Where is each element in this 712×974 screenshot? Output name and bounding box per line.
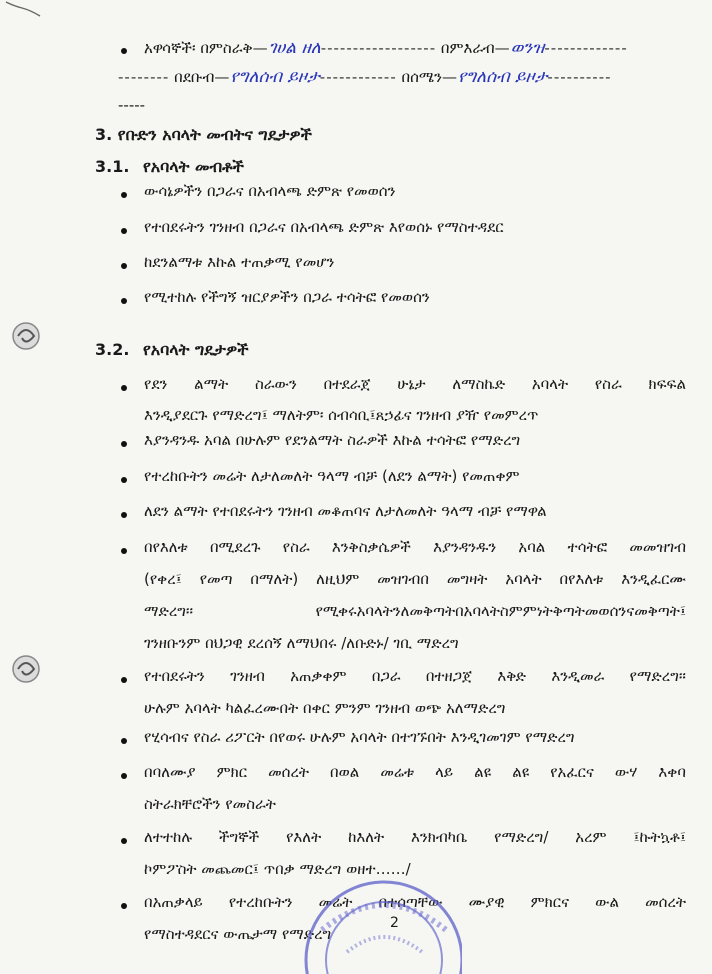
word: በአጠቃላይ	[144, 893, 203, 911]
word: የእለት	[286, 828, 322, 846]
binder-clip-icon	[8, 651, 44, 687]
list-item: ውሳኔዎችን በጋራና በአብላጫ ድምጽ የመወሰን	[144, 182, 396, 200]
word: የተበደሩትን	[144, 667, 205, 685]
word: በሚደረጉ	[209, 538, 261, 556]
list-item: ለደን ልማት የተበደሩትን ገንዘብ መቆጠባና ለታለመለት ዓላማ ብቻ የማዋል	[144, 502, 547, 520]
bullet	[121, 903, 127, 909]
list-item-continuation: ስትራክቸሮችን የመስራት	[144, 795, 276, 813]
word: መግዛት	[446, 570, 488, 588]
word: የስራ	[282, 538, 310, 556]
justified-line	[144, 538, 686, 556]
page-number: 2	[390, 915, 399, 931]
word: ተሳትፎ	[567, 538, 608, 556]
section-3-heading	[95, 125, 312, 145]
word: በጋራ	[371, 667, 401, 685]
word: ምክር	[216, 763, 248, 781]
word: ልማት	[194, 375, 229, 393]
bullet	[121, 738, 127, 744]
bullet	[121, 441, 127, 447]
word: በየእለቱ	[559, 570, 604, 588]
word: እንክብካቤ	[411, 828, 468, 846]
word: ገንዘብ	[230, 667, 265, 685]
boundaries-line-1: አዋሳኞች፡ በምስራቅ—ገሀል ዘለ------------------ በምእራብ—ወንዝ-------------	[144, 38, 628, 58]
word: መዝገብበ	[377, 570, 429, 588]
word: ውል	[595, 893, 620, 911]
word: ልዩ	[474, 763, 492, 781]
official-stamp-seal	[292, 860, 462, 974]
word: በየእለቱ	[144, 538, 188, 556]
word: ለዚህም	[316, 570, 360, 588]
bullet	[121, 512, 127, 518]
word: በተሰጣቸው	[378, 893, 443, 911]
word: የአፈርና	[550, 763, 594, 781]
word: እንዲፈርሙ	[621, 570, 686, 588]
list-item-continuation: የማስተዳደርና ውጤታማ የማድረግ	[144, 925, 332, 943]
east-value: ገሀል ዘለ	[268, 38, 321, 58]
north-label: በሰሜን	[401, 68, 442, 86]
list-item: የተረከቡትን መሬት ለታለመለት ዓላማ ብቻ (ለደን ልማት) የመጠቀም	[144, 467, 520, 485]
bullet	[121, 677, 127, 683]
section-number: 3.1.	[95, 157, 130, 176]
word: የመጣ	[199, 570, 233, 588]
justified-line	[144, 375, 686, 393]
word: መመዝገብ	[629, 538, 686, 556]
word: (የቀረ፤	[144, 570, 182, 588]
east-label: በምስራቅ	[200, 39, 253, 57]
corner-pen-mark	[4, 0, 44, 20]
word: ለተተከሉ	[144, 828, 193, 846]
word: በባለሙያ	[144, 763, 196, 781]
word: ፤ኩትኳቶ፤	[633, 828, 686, 846]
section-number: 3.	[95, 125, 113, 144]
bullet	[121, 548, 127, 554]
word: አባል	[518, 538, 546, 556]
section-title: የቡድን አባላት መብትና ግዴታዎች	[117, 125, 312, 144]
word: እያንዳንዱን	[433, 538, 497, 556]
word: በወል	[330, 763, 360, 781]
word: የስራ	[594, 375, 622, 393]
word: የተረከቡትን	[228, 893, 293, 911]
north-value: የግለሰብ ይዞታ	[458, 67, 548, 87]
justified-line	[144, 828, 686, 846]
word: መሬቱ	[380, 763, 415, 781]
word: መሰረት	[645, 893, 686, 911]
bullet	[121, 385, 127, 391]
section-3-2-heading	[95, 340, 249, 360]
justified-line	[144, 570, 686, 588]
bullet	[121, 192, 127, 198]
list-item: እያንዳንዱ አባል በሁሉም የደንልማት ስራዎች እኩል ተሳትፎ የማድረግ	[144, 431, 521, 449]
word: አረም	[575, 828, 607, 846]
word: ምክርና	[530, 893, 570, 911]
section-3-1-heading	[95, 157, 244, 177]
word: እንቅስቃሴዎች	[331, 538, 411, 556]
word: ስራውን	[254, 375, 297, 393]
word: ማድረግ፡፡	[144, 602, 193, 620]
word: በተደራጀ	[323, 375, 371, 393]
word: መሬት	[318, 893, 353, 911]
word: የማድረግ/	[494, 828, 549, 846]
list-item-continuation: ኮምፖስት መጨመር፤ ጥበቃ ማድረግ ወዘተ……/	[144, 860, 411, 878]
list-item-continuation: ገንዘቡንም በህጋዊ ደረሰኝ ለማህበሩ /ለቡድኑ/ ገቢ ማድረግ	[144, 634, 459, 652]
word: ሁኔታ	[397, 375, 426, 393]
word: ክፍፍል	[648, 375, 686, 393]
word: ላይ	[435, 763, 454, 781]
bullet	[121, 773, 127, 779]
list-item: የተበደሩትን ገንዘብ በጋራና በአብላጫ ድምጽ እየወሰኑ የማስተዳደር	[144, 218, 504, 236]
west-label: በምእራብ	[440, 39, 495, 57]
word: እቅድ	[497, 667, 526, 685]
bullet	[121, 48, 127, 54]
justified-line	[144, 667, 686, 685]
word: በማለት)	[250, 570, 299, 588]
bullet	[121, 263, 127, 269]
bullet	[121, 298, 127, 304]
justified-line	[144, 763, 686, 781]
word: መሰረት	[268, 763, 309, 781]
word: የማድረግ፡፡	[629, 667, 686, 685]
justified-line	[144, 602, 686, 620]
word: ከእለት	[348, 828, 385, 846]
word: ችግኞች	[218, 828, 260, 846]
section-title: የአባላት መብቶች	[143, 157, 244, 176]
boundaries-trail: -----	[118, 96, 146, 114]
word: እቀባ	[658, 763, 686, 781]
word: አባላት	[531, 375, 569, 393]
word: ለማስኬድ	[452, 375, 506, 393]
south-label: በደቡብ	[174, 68, 215, 86]
list-item: የሚተከሉ የችግኝ ዝርያዎችን በጋራ ተሳትፎ የመወሰን	[144, 288, 430, 306]
binder-clip-icon	[8, 318, 44, 354]
word: ሙያዊ	[468, 893, 505, 911]
bullet	[121, 228, 127, 234]
word: አባላት	[505, 570, 542, 588]
list-item: ከደንልማቱ እኩል ተጠቃሚ የመሆን	[144, 253, 335, 271]
word: እንዲመራ	[551, 667, 605, 685]
word: ልዩ	[512, 763, 530, 781]
list-item-continuation: እንዲያደርጉ የማድረግ፤ ማለትም፡ ሰብሳቢ፤ጸኃፊና ገንዘብ ያዥ የመምረጥ	[144, 406, 539, 424]
bullet	[121, 477, 127, 483]
list-item-continuation: ሁሉም አባላት ካልፈረሙበት በቀር ምንም ገንዘብ ወጭ አለማድረግ	[144, 699, 506, 717]
word: ውሃ	[614, 763, 638, 781]
section-number: 3.2.	[95, 340, 130, 359]
word: በተዘጋጀ	[425, 667, 473, 685]
bullet	[121, 838, 127, 844]
word: የደን	[144, 375, 168, 393]
word: አጠቃቀም	[290, 667, 347, 685]
word: የሚቀሩአባላትንለመቅጣትበአባላትስምምነትቅጣትመወሰንናመቅጣት፤	[315, 602, 686, 620]
south-value: የግለሰብ ይዞታ	[230, 67, 320, 87]
list-item: የሂሳብና የስራ ሪፖርት በየወሩ ሁሉም አባላት በተገኙበት እንዲገመገም የማድረግ	[144, 728, 575, 746]
west-value: ወንዝ	[510, 38, 545, 58]
boundaries-line-2: -------- በደቡብ—የግለሰብ ይዞታ------------ በሰሜን—የግለሰብ ይዞታ----------	[118, 67, 612, 87]
boundaries-label: አዋሳኞች፡	[144, 39, 196, 57]
section-title: የአባላት ግዴታዎች	[143, 340, 249, 359]
